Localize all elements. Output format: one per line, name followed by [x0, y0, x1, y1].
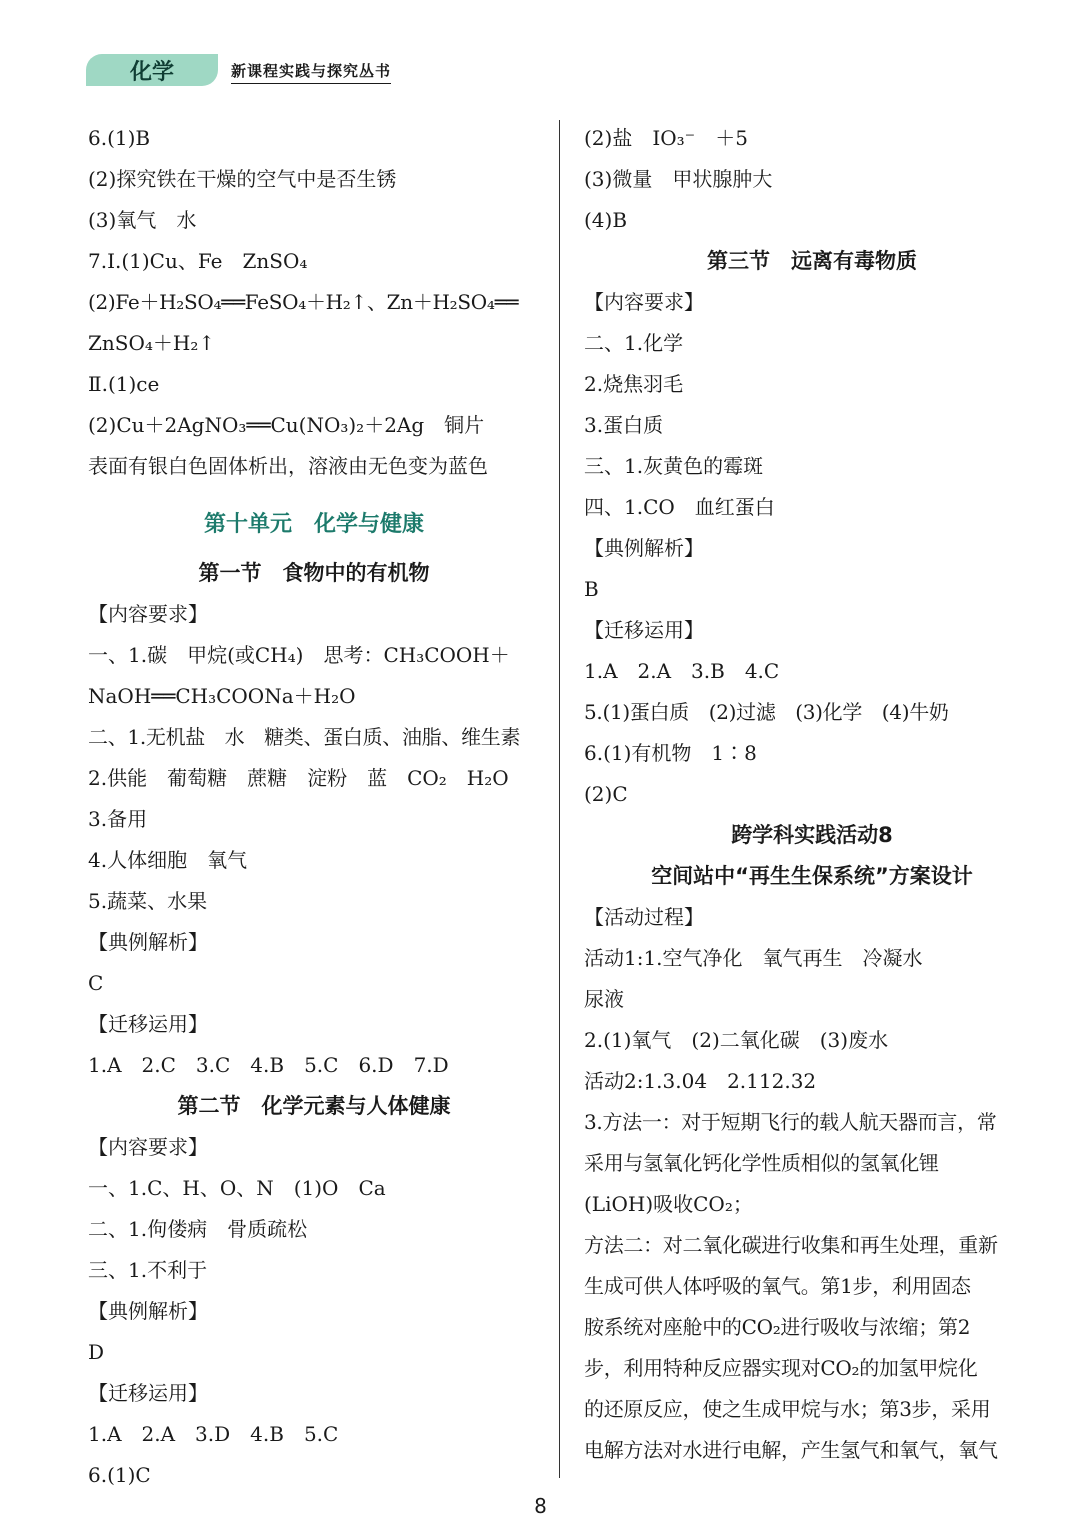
section-heading: 【活动过程】 [584, 905, 704, 929]
answer-line: 二、1.佝偻病 骨质疏松 [88, 1217, 308, 1241]
answer-line: 二、1.化学 [584, 331, 684, 355]
answer-line: 3.备用 [88, 807, 148, 831]
answer-line: (2)盐 IO₃⁻ ＋5 [584, 126, 748, 150]
section-heading: 【典例解析】 [88, 1299, 208, 1323]
activity-subtitle: 空间站中“再生生保系统”方案设计 [651, 864, 973, 888]
answer-line: 一、1.C、H、O、N (1)O Ca [88, 1176, 386, 1200]
answer-line: 表面有银白色固体析出，溶液由无色变为蓝色 [88, 454, 488, 478]
page-header [86, 54, 426, 88]
answer-line: 1.A 2.C 3.C 4.B 5.C 6.D 7.D [88, 1053, 449, 1077]
activity-title: 跨学科实践活动8 [731, 823, 893, 847]
answer-line: Ⅱ.(1)ce [88, 372, 160, 396]
page-number: 8 [534, 1494, 547, 1518]
answer-line: (2)Cu＋2AgNO₃══Cu(NO₃)₂＋2Ag 铜片 [88, 413, 485, 437]
answer-line: 活动2:1.3.04 2.112.32 [584, 1069, 817, 1093]
answer-line: 4.人体细胞 氧气 [88, 848, 248, 872]
column-divider [559, 120, 560, 1478]
section-heading: 【内容要求】 [88, 1135, 208, 1159]
answer-line: 1.A 2.A 3.D 4.B 5.C [88, 1422, 339, 1446]
answer-line: 胺系统对座舱中的CO₂进行吸收与浓缩；第2 [584, 1315, 971, 1339]
answer-line: 四、1.CO 血红蛋白 [584, 495, 775, 519]
section-heading: 【典例解析】 [88, 930, 208, 954]
section-heading: 【迁移运用】 [88, 1012, 208, 1036]
answer-line: (2)C [584, 782, 628, 806]
section-heading: 【迁移运用】 [584, 618, 704, 642]
answer-line: 5.蔬菜、水果 [88, 889, 208, 913]
answer-line: 6.(1)有机物 1∶8 [584, 741, 757, 765]
answer-line: (3)氧气 水 [88, 208, 197, 232]
section-heading: 【内容要求】 [584, 290, 704, 314]
answer-line: (LiOH)吸收CO₂； [584, 1192, 753, 1216]
answer-line: 7.Ⅰ.(1)Cu、Fe ZnSO₄ [88, 249, 308, 273]
answer-line: 活动1:1.空气净化 氧气再生 冷凝水 [584, 946, 923, 970]
section-heading: 【典例解析】 [584, 536, 704, 560]
unit-title: 第十单元 化学与健康 [203, 511, 424, 537]
answer-line: (3)微量 甲状腺肿大 [584, 167, 773, 191]
answer-line: 6.(1)C [88, 1463, 151, 1487]
answer-line: 1.A 2.A 3.B 4.C [584, 659, 780, 683]
answer-line: 3.方法一：对于短期飞行的载人航天器而言，常 [584, 1110, 997, 1134]
answer-line: 2.烧焦羽毛 [584, 372, 684, 396]
answer-line: 二、1.无机盐 水 糖类、蛋白质、油脂、维生素 [88, 725, 521, 749]
answer-line: 电解方法对水进行电解，产生氢气和氧气，氧气 [584, 1438, 998, 1462]
series-title: 新课程实践与探究丛书 [231, 60, 391, 84]
section-title: 第二节 化学元素与人体健康 [177, 1094, 451, 1118]
answer-line: ZnSO₄＋H₂↑ [88, 331, 216, 355]
answer-line: NaOH══CH₃COONa＋H₂O [88, 684, 356, 708]
answer-line: 5.(1)蛋白质 (2)过滤 (3)化学 (4)牛奶 [584, 700, 949, 724]
answer-line: (4)B [584, 208, 628, 232]
right-column [584, 118, 1040, 1471]
left-column [88, 118, 540, 1496]
answer-line: 6.(1)B [88, 126, 151, 150]
answer-line: D [88, 1340, 105, 1364]
answer-line: 三、1.灰黄色的霉斑 [584, 454, 764, 478]
answer-line: 采用与氢氧化钙化学性质相似的氢氧化锂 [584, 1151, 939, 1175]
section-heading: 【迁移运用】 [88, 1381, 208, 1405]
subject-tab: 化学 [86, 54, 218, 86]
answer-line: 生成可供人体呼吸的氧气。第1步，利用固态 [584, 1274, 971, 1298]
answer-line: 2.供能 葡萄糖 蔗糖 淀粉 蓝 CO₂ H₂O [88, 766, 509, 790]
answer-line: C [88, 971, 104, 995]
answer-line: 的还原反应，使之生成甲烷与水；第3步，采用 [584, 1397, 991, 1421]
answer-line: 三、1.不利于 [88, 1258, 208, 1282]
answer-line: 步，利用特种反应器实现对CO₂的加氢甲烷化 [584, 1356, 978, 1380]
answer-line: 一、1.碳 甲烷(或CH₄) 思考：CH₃COOH＋ [88, 643, 510, 667]
answer-line: (2)探究铁在干燥的空气中是否生锈 [88, 167, 397, 191]
section-title: 第一节 食物中的有机物 [198, 561, 430, 585]
answer-line: (2)Fe＋H₂SO₄══FeSO₄＋H₂↑、Zn＋H₂SO₄══ [88, 290, 519, 314]
answer-line: 尿液 [584, 987, 624, 1011]
answer-line: B [584, 577, 599, 601]
section-title: 第三节 远离有毒物质 [707, 249, 917, 273]
answer-line: 2.(1)氧气 (2)二氧化碳 (3)废水 [584, 1028, 889, 1052]
answer-line: 3.蛋白质 [584, 413, 664, 437]
answer-line: 方法二：对二氧化碳进行收集和再生处理，重新 [584, 1233, 998, 1257]
section-heading: 【内容要求】 [88, 602, 208, 626]
